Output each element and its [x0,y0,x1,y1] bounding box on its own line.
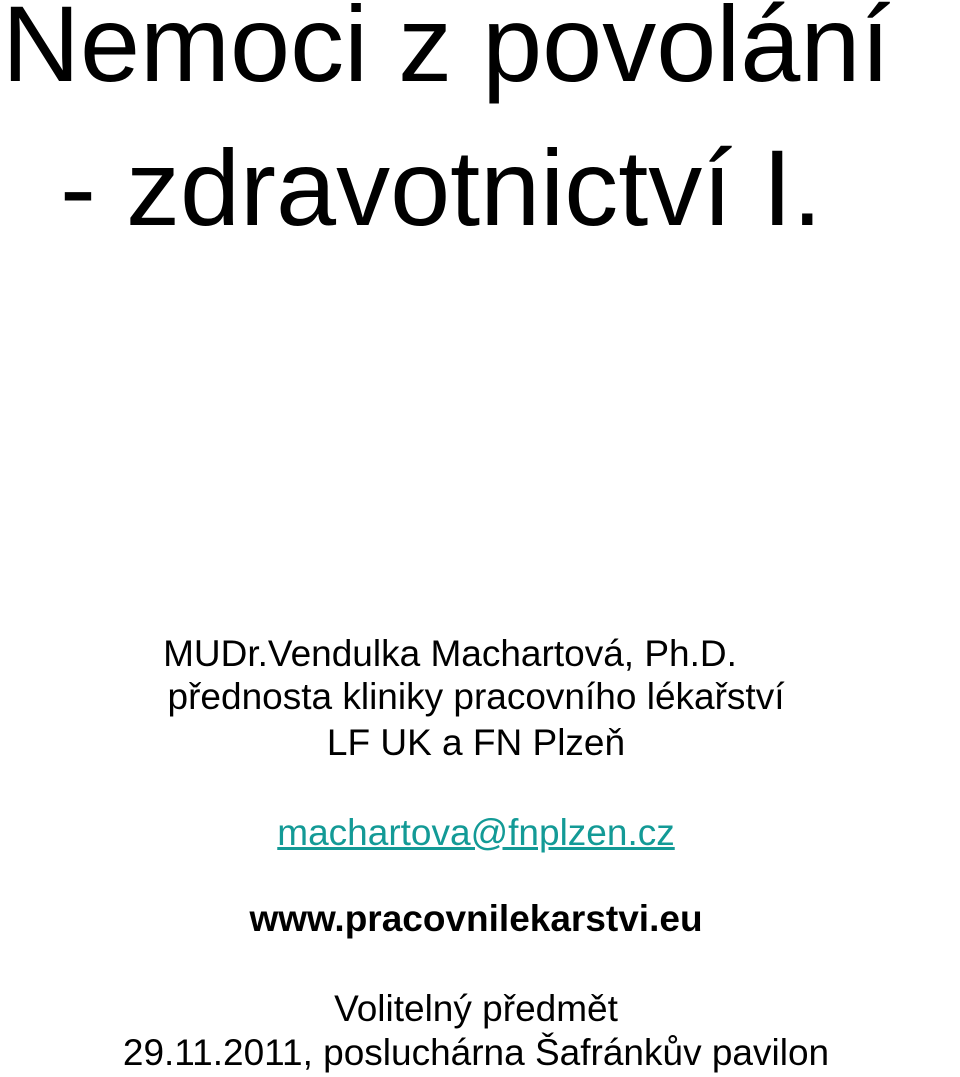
email-line [0,812,956,854]
course-label: Volitelný předmět [334,988,618,1029]
affiliation-line-2: LF UK a FN Plzeň [326,722,626,763]
email-link[interactable]: machartova@fnplzen.cz [277,812,675,853]
author-name: MUDr.Vendulka Machartová, Ph.D. [163,633,737,674]
website-url: www.pracovnilekarstvi.eu [249,898,703,939]
title-line-1: Nemoci z povolání [2,0,891,104]
affiliation-line-1: přednosta kliniky pracovního lékařství [167,676,785,717]
title-line-2: - zdravotnictví I. [60,127,823,248]
date-and-place: 29.11.2011, posluchárna Šafránkův pavilon [122,1032,830,1073]
